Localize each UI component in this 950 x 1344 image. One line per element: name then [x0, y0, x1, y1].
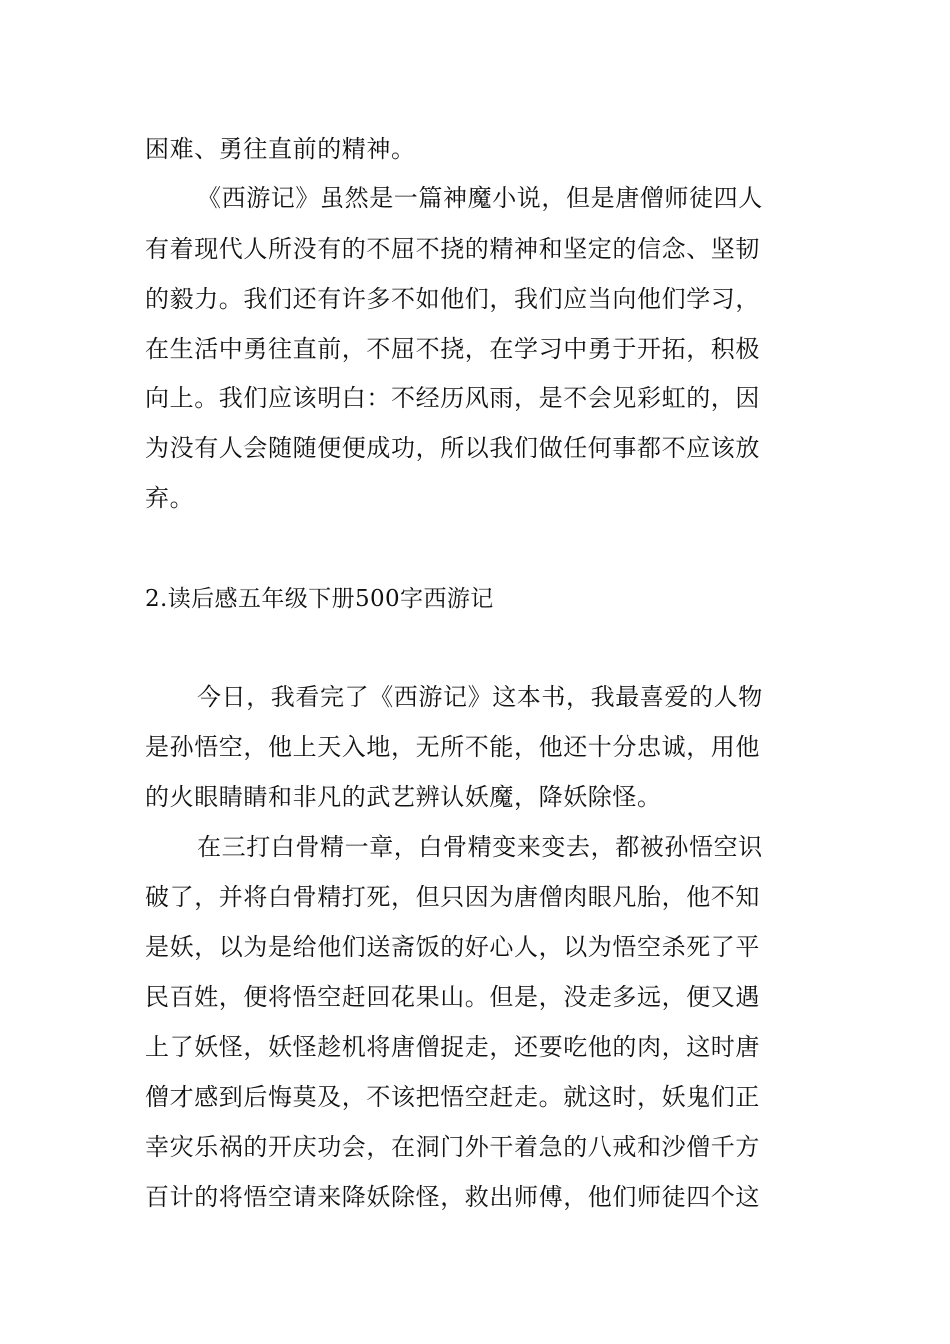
paragraph-line: 困难、勇往直前的精神。 [145, 135, 416, 163]
paragraph-line: 在三打白骨精一章，白骨精变来变去，都被孙悟空识 [197, 833, 763, 861]
paragraph-line: 今日，我看完了《西游记》这本书，我最喜爱的人物 [197, 683, 763, 711]
paragraph-line: 是妖，以为是给他们送斋饭的好心人，以为悟空杀死了平 [145, 933, 760, 961]
paragraph-line: 的火眼睛睛和非凡的武艺辨认妖魔，降妖除怪。 [145, 783, 662, 811]
paragraph-line: 民百姓，便将悟空赶回花果山。但是，没走多远，便又遇 [145, 983, 760, 1011]
paragraph-line: 为没有人会随随便便成功，所以我们做任何事都不应该放 [145, 434, 760, 462]
section-heading: 2.读后感五年级下册500字西游记 [145, 586, 494, 612]
paragraph-line: 向上。我们应该明白：不经历风雨，是不会见彩虹的，因 [145, 384, 760, 412]
paragraph-line: 破了，并将白骨精打死，但只因为唐僧肉眼凡胎，他不知 [145, 883, 760, 911]
paragraph-line: 百计的将悟空请来降妖除怪，救出师傅，他们师徒四个这 [145, 1183, 760, 1211]
paragraph-line: 有着现代人所没有的不屈不挠的精神和坚定的信念、坚韧 [145, 235, 760, 263]
paragraph-line: 上了妖怪，妖怪趁机将唐僧捉走，还要吃他的肉，这时唐 [145, 1033, 760, 1061]
paragraph-line: 幸灾乐祸的开庆功会，在洞门外干着急的八戒和沙僧千方 [145, 1133, 760, 1161]
paragraph-line: 《西游记》虽然是一篇神魔小说，但是唐僧师徒四人 [197, 184, 763, 212]
paragraph-line: 僧才感到后悔莫及，不该把悟空赶走。就这时，妖鬼们正 [145, 1083, 760, 1111]
paragraph-line: 的毅力。我们还有许多不如他们，我们应当向他们学习， [145, 285, 760, 313]
paragraph-line: 在生活中勇往直前，不屈不挠，在学习中勇于开拓，积极 [145, 335, 760, 363]
paragraph-line: 是孙悟空，他上天入地，无所不能，他还十分忠诚，用他 [145, 733, 760, 761]
paragraph-line: 弃。 [145, 484, 195, 512]
